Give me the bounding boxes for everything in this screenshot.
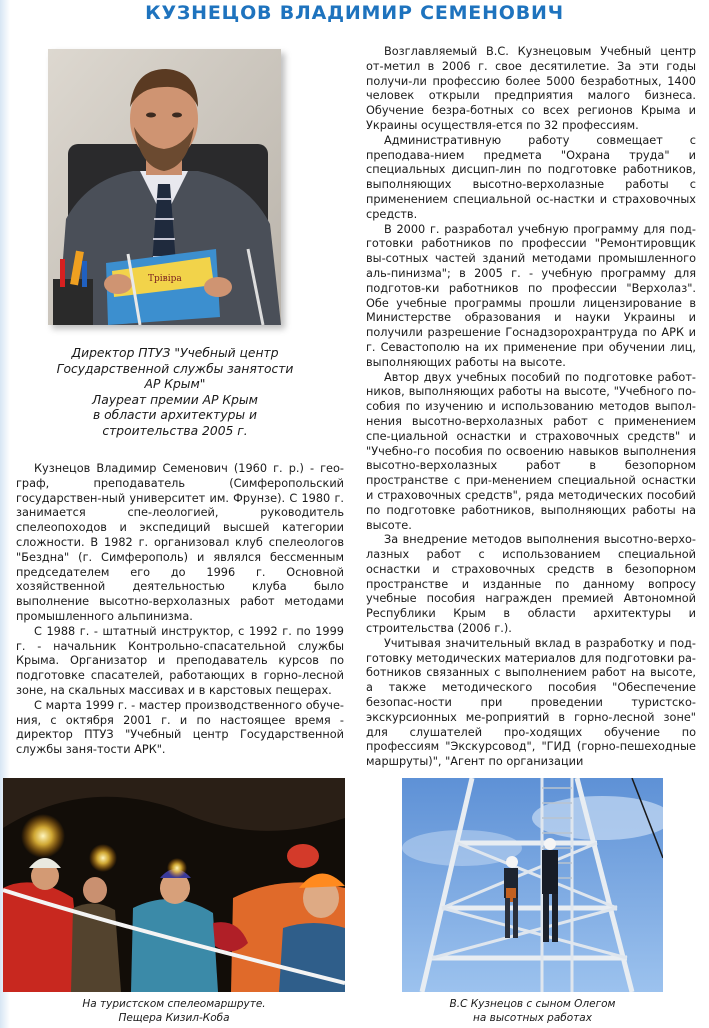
paragraph: За внедрение методов выполнения высотно-верхо-лазных работ с использованием специальной оснастки и страховочных средств в безопорном пространстве и изданные по данному вопросу учебные пособия награжден премией Автономной Республики Крым в области архитектуры и строительства (2006 г.). bbox=[366, 533, 696, 636]
caption-line: Государственной службы занятости bbox=[56, 361, 294, 376]
tower-photo bbox=[402, 778, 663, 992]
caption-line: Лауреат премии АР Крым bbox=[92, 392, 258, 407]
paragraph: Кузнецов Владимир Семенович (1960 г. р.) - гео-граф, преподаватель (Симферопольский государствен-ный университет им. Фрунзе). С 1980 г. занимается спе-леологией, руководитель спелеопоходов и экспедиций высшей категории сложности. В 1982 г. организовал клуб спелеологов "Бездна" (г. Симферополь) и являлся бессменным председателем его до 1996 г. Основной хозяйственной деятельностью клуба было выполнение высотно-верхолазных работ методами промышленного альпинизма. bbox=[16, 462, 344, 623]
paragraph: Учитывая значительный вклад в разработку и под-готовку методических материалов для подготовки ра-ботников связанных с выполнением работ на высоте, а также методического пособия "Обеспечение безопас-ности при проведении туристско-экскурсионных ме-роприятий в горно-лесной зоне" для слушателей про-ходящих обучение по профессиям "Экскурсовод", "ГИД (горно-пешеходные маршруты)", "Агент по организации bbox=[366, 636, 696, 769]
caption-line: В.С Кузнецов с сыном Олегом bbox=[449, 998, 616, 1010]
caption-line: На туристском спелеомаршруте. bbox=[82, 998, 266, 1010]
cave-photo bbox=[3, 778, 345, 992]
right-column-text bbox=[366, 45, 696, 770]
portrait-illustration bbox=[48, 49, 281, 325]
tower-illustration bbox=[402, 778, 663, 992]
book-cover-title: Трівіра bbox=[148, 274, 182, 284]
caption-line: Пещера Кизил-Коба bbox=[118, 1011, 230, 1024]
cave-caption bbox=[3, 998, 345, 1025]
paragraph: С марта 1999 г. - мастер производственного обуче-ния, с октября 2001 г. и по настоящее время - директор ПТУЗ "Учебный центр Государственной службы заня-тости АРК". bbox=[16, 698, 344, 757]
caption-line: в области архитектуры и bbox=[92, 408, 258, 423]
page-title: КУЗНЕЦОВ ВЛАДИМИР СЕМЕНОВИЧ bbox=[145, 2, 564, 24]
caption-line: АР Крым" bbox=[144, 377, 206, 392]
portrait-caption bbox=[40, 346, 310, 440]
portrait-photo bbox=[48, 49, 281, 325]
caption-line: на высотных работах bbox=[473, 1011, 592, 1024]
paragraph: Автор двух учебных пособий по подготовке работ-ников, выполняющих работы на высоте, "Учебного по-собия по изучению и использованию методов выпол-нения высотно-верхолазных работ с применением спе-циальной оснастки и страховочных средств" и "Учебно-го пособия по освоению навыков выполнения высотно-верхолазных работ в безопорном пространстве с при-менением специальной оснастки и страховочных средств", ряда методических пособий по подготовке работников, выполняющих работы на высоте. bbox=[366, 370, 696, 532]
tower-caption bbox=[402, 998, 663, 1025]
paragraph: Возглавляемый В.С. Кузнецовым Учебный центр от-метил в 2006 г. свое десятилетие. За эти годы получи-ли профессию более 5000 безработных, 1400 человек открыли предприятия малого бизнеса. Обучение безра-ботных со всех регионов Крыма и Украины осуществля-ется по 32 профессиям. bbox=[366, 45, 696, 132]
paragraph: С 1988 г. - штатный инструктор, с 1992 г. по 1999 г. - начальник Контрольно-спасательной службы Крыма. Организатор и преподаватель курсов по подготовке спасателей, работающих в горно-лесной зоне, на скальных массивах и в карстовых пещерах. bbox=[16, 624, 344, 697]
caption-line: Директор ПТУЗ "Учебный центр bbox=[71, 346, 279, 360]
paragraph: Административную работу совмещает с преподава-нием предмета "Охрана труда" и специальных дисцип-лин по подготовке работников, выполняющих высотно-верхолазные работы с применением специальной ос-настки и страховочных средств. bbox=[366, 133, 696, 221]
caption-line: строительства 2005 г. bbox=[102, 423, 248, 438]
paragraph: В 2000 г. разработал учебную программу для под-готовки работников по профессии "Ремонтировщик вы-сотных частей зданий методами промышленного аль-пинизма"; в 2005 г. - учебную программу для подготов-ки работников по профессии "Верхолаз". Обе учебные программы прошли лицензирование в Министерстве образования и науки Украины и получили разрешение Госнадзорохрантруда по АРК и г. Севастополю на их применение при обучении лиц, выполняющих работы на высоте. bbox=[366, 222, 696, 369]
cave-illustration bbox=[3, 778, 345, 992]
left-column-text bbox=[16, 462, 344, 758]
